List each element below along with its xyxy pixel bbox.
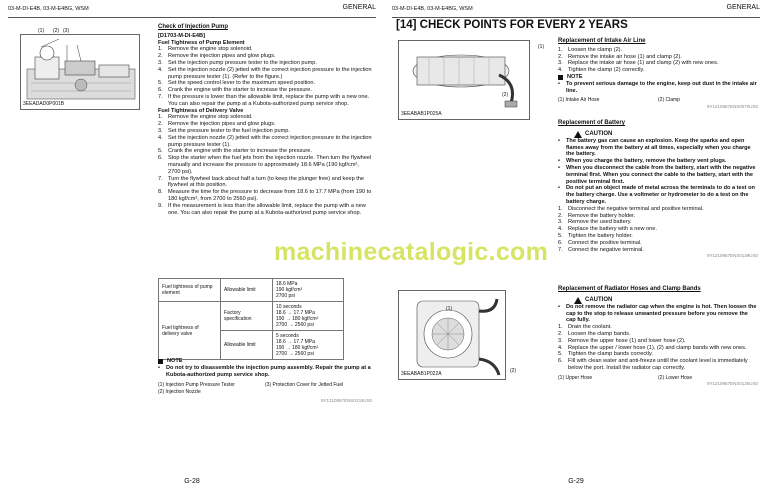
list-item: • The battery gas can cause an explosion. Keep the sparks and open flames away from the battery at all times, especially when you charge the battery.	[558, 137, 751, 158]
list-item: 6. Stop the starter when the fuel jets from the injection nozzle. Then turn the flywheel manually and increase the pressure to approximately 18.6 MPa (190 kgf/cm², 2700 psi).	[158, 155, 372, 175]
radiator-heading: Replacement of Radiator Hoses and Clamp Bands	[558, 286, 701, 292]
list-item: 4. Set the injection nozzle (2) jetted with the correct injection pressure to the injection pump pressure tester (1).	[158, 134, 372, 148]
warning-triangle-icon	[574, 297, 582, 304]
injection-pump-section	[158, 24, 372, 216]
left-header-section: GENERAL	[342, 4, 376, 11]
spec-item: Fuel tightness of pump element	[159, 279, 221, 302]
battery-caution-heading: CAUTION	[558, 131, 758, 138]
left-page-number: G-28	[184, 478, 200, 485]
intake-note-item: • To prevent serious damage to the engine, keep out dust in the intake air line.	[558, 80, 757, 94]
list-item: 6. Connect the positive terminal.	[558, 239, 642, 246]
list-item: 7. If the pressure is lower than the allowable limit, replace the pump with a new one. You can also repair the pump at a Kubota-authorized pump service shop.	[158, 93, 370, 107]
injection-pump-illustration	[21, 35, 140, 110]
right-page-number: G-29	[568, 478, 584, 485]
list-item: 2. Remove the injection pipes and glow plugs.	[158, 121, 276, 128]
pump-callout-1: (1)	[38, 28, 45, 34]
list-item: 3. Remove the used battery.	[558, 219, 632, 226]
intake-air-figure	[398, 40, 530, 120]
radiator-illustration	[399, 291, 506, 380]
right-header-doc: 03-M-DI-E4B, 03-M-E4BG, WSM	[392, 6, 473, 12]
figure-references	[158, 382, 372, 395]
page-title: [14] CHECK POINTS FOR EVERY 2 YEARS	[396, 19, 628, 31]
radiator-section	[558, 286, 758, 388]
delivery-valve-heading: Fuel Tightness of Delivery Valve	[158, 107, 244, 114]
spec-label: Allowable limit	[221, 331, 273, 360]
right-header-section: GENERAL	[726, 4, 760, 11]
radiator-caution-heading: CAUTION	[558, 297, 758, 304]
intake-doc-code: 9Y1210967ENS0070US0	[706, 103, 758, 109]
spec-table	[158, 278, 344, 360]
table-row	[159, 302, 344, 331]
watermark: machinecatalogic.com	[274, 238, 549, 266]
note-square-icon	[158, 359, 163, 364]
pump-callout-2: (2)	[53, 28, 60, 34]
list-item: 3. Replace the intake air hose (1) and clamp (2) with new ones.	[558, 60, 719, 67]
radiator-steps	[558, 324, 758, 372]
spec-value: 18.6 MPa 190 kgf/cm² 2700 psi	[273, 279, 344, 302]
ref-item: (2) Clamp	[658, 97, 680, 104]
list-item: 6. Fill with clean water and anti-freeze untill the coolant level is immediately below the port. Install the radiator cap correctly.	[558, 358, 748, 371]
ref-item: (2) Injection Nozzle	[158, 388, 201, 395]
spec-value: 10 seconds 18.6 → 17.7 MPa 190 → 180 kgf/cm² 2700 → 2560 psi	[273, 302, 344, 331]
list-item: • When you charge the battery, remove the battery vent plugs.	[558, 158, 727, 165]
list-item: 5. Tighten the clamp bands correctly.	[558, 351, 653, 358]
list-item: 1. Disconnect the negative terminal and positive terminal.	[558, 205, 704, 212]
ref-item	[265, 389, 372, 396]
model-code: [D1703-M-DI-E4B]	[158, 32, 205, 39]
spec-value: 5 seconds 18.6 → 17.7 MPa 190 → 180 kgf/cm² 2700 → 2560 psi	[273, 331, 344, 360]
warning-triangle-icon	[574, 131, 582, 138]
radiator-callout-1: (1)	[446, 306, 453, 312]
battery-heading: Replacement of Battery	[558, 120, 626, 126]
list-item: 4. Replace the upper / lower hose (1), (2) and clamp bands with new ones.	[558, 344, 747, 351]
radiator-caution-item: • Do not remove the radiator cap when the engine is hot. Then loosen the cap to the stop to release unwanted pressure before you remove the cap fully.	[558, 303, 757, 324]
intake-callout-2: (2)	[502, 92, 509, 98]
list-item: 1. Remove the engine stop solenoid.	[158, 46, 253, 53]
intake-air-illustration	[399, 41, 530, 120]
ref-item: (1) Intake Air Hose	[558, 97, 600, 104]
pump-callout-3: (3)	[63, 28, 70, 34]
list-item: 3. Set the pressure tester to the fuel injection pump.	[158, 127, 290, 134]
list-item: 6. Crank the engine with the starter to increase the pressure.	[158, 87, 312, 94]
doc-code: 9Y1210967ENS0134US0	[320, 398, 372, 404]
left-header-doc: 03-M-DI-E4B, 03-M-E4BG, WSM	[8, 6, 89, 12]
note-square-icon	[558, 75, 563, 80]
battery-doc-code: 9Y1210967ENS0139US0	[706, 253, 758, 259]
intake-figure-label: 3EEABAB1P025A	[401, 111, 442, 117]
injection-pump-figure-label: 3EEADAD0P001B	[23, 101, 65, 107]
list-item: 7. Connect the negative terminal.	[558, 246, 644, 253]
intake-section	[558, 38, 758, 111]
list-item: 5. Tighten the battery holder.	[558, 232, 633, 239]
table-row	[159, 279, 344, 302]
list-item: 8. Measure the time for the pressure to decrease from 18.6 to 17.7 MPa (from 190 to 180 kgf/cm², from 2700 to 2560 psi).	[158, 189, 372, 202]
note-item: • Do not try to disassemble the injection pump assembly. Repair the pump at a Kubota-authorized pump service shop.	[158, 364, 371, 378]
radiator-callout-2: (2)	[510, 368, 517, 374]
list-item: 2. Remove the battery holder.	[558, 212, 636, 219]
delivery-valve-steps	[158, 114, 372, 216]
spec-label: Factory specification	[221, 302, 273, 331]
list-item: 1. Loosen the clamp (2).	[558, 46, 623, 53]
radiator-doc-code: 9Y1210967ENS0135US0	[706, 381, 758, 387]
list-item: 2. Loosen the clamp bands.	[558, 330, 631, 337]
list-item: 4. Replace the battery with a new one.	[558, 226, 657, 233]
intake-references	[558, 97, 758, 104]
ref-item: (3) Protection Cover for Jetted Fuel	[265, 382, 344, 389]
pump-element-steps	[158, 46, 372, 107]
pump-element-heading: Fuel Tightness of Pump Element	[158, 39, 245, 46]
list-item: 4. Set the injection nozzle (2) jetted with the correct injection pressure to the injection pump pressure tester (1). (Refer to the figure.)	[158, 66, 372, 80]
injection-pump-figure	[20, 34, 140, 110]
list-item: 9. If the measurement is less than the allowable limit, replace the pump with a new one. You can also repair the pump at a Kubota-authorized pump service shop.	[158, 202, 366, 216]
battery-section	[558, 120, 758, 260]
list-item: 7. Turn the flywheel back about half a turn (to keep the plunger free) and keep the flywheel at this position.	[158, 175, 365, 189]
ref-item: (1) Upper Hose	[558, 374, 593, 381]
spec-label: Allowable limit	[221, 279, 273, 302]
left-header	[8, 4, 376, 18]
list-item: • Do not put an object made of metal across the terminals to do a test on the battery charge. Use a voltmeter or hydrometer to do a test on the battery charge.	[558, 185, 755, 205]
list-item: 3. Remove the upper hose (1) and lower hose (2).	[558, 337, 686, 344]
radiator-figure	[398, 290, 506, 380]
list-item: 3. Set the injection pump pressure tester to the injection pump.	[158, 59, 317, 66]
list-item: 1. Remove the engine stop solenoid.	[158, 114, 253, 121]
list-item: 5. Set the speed control lever to the maximum speed position.	[158, 80, 316, 87]
intake-steps	[558, 47, 758, 74]
right-header	[392, 4, 760, 18]
note-heading: NOTE	[158, 358, 372, 365]
spec-item: Fuel tightness of delivery valve	[159, 302, 221, 360]
list-item: • When you disconnect the cable from the battery, start with the negative terminal first. When you connect the cable to the battery, start with the positive terminal first.	[558, 164, 756, 185]
pump-note-block	[158, 358, 372, 405]
battery-steps	[558, 206, 758, 254]
list-item: 2. Remove the injection pipes and glow plugs.	[158, 53, 276, 60]
ref-item: (1) Injection Pump Pressure Tester	[158, 382, 235, 389]
ref-item: (2) Lower Hose	[658, 374, 693, 381]
list-item: 5. Crank the engine with the starter to increase the pressure.	[158, 148, 312, 155]
intake-note-heading: NOTE	[558, 74, 758, 81]
battery-cautions	[558, 138, 758, 206]
section-title: Check of Injection Pump	[158, 24, 229, 30]
list-item: 2. Remove the intake air hose (1) and clamp (2).	[558, 53, 682, 60]
radiator-figure-label: 3EEABAB1P022A	[401, 371, 442, 377]
intake-heading: Replacement of Intake Air Line	[558, 38, 646, 44]
list-item: 1. Drain the coolant.	[558, 324, 612, 331]
intake-callout-1: (1)	[538, 44, 545, 50]
list-item: 4. Tighten the clamp (2) correctly.	[558, 67, 645, 74]
